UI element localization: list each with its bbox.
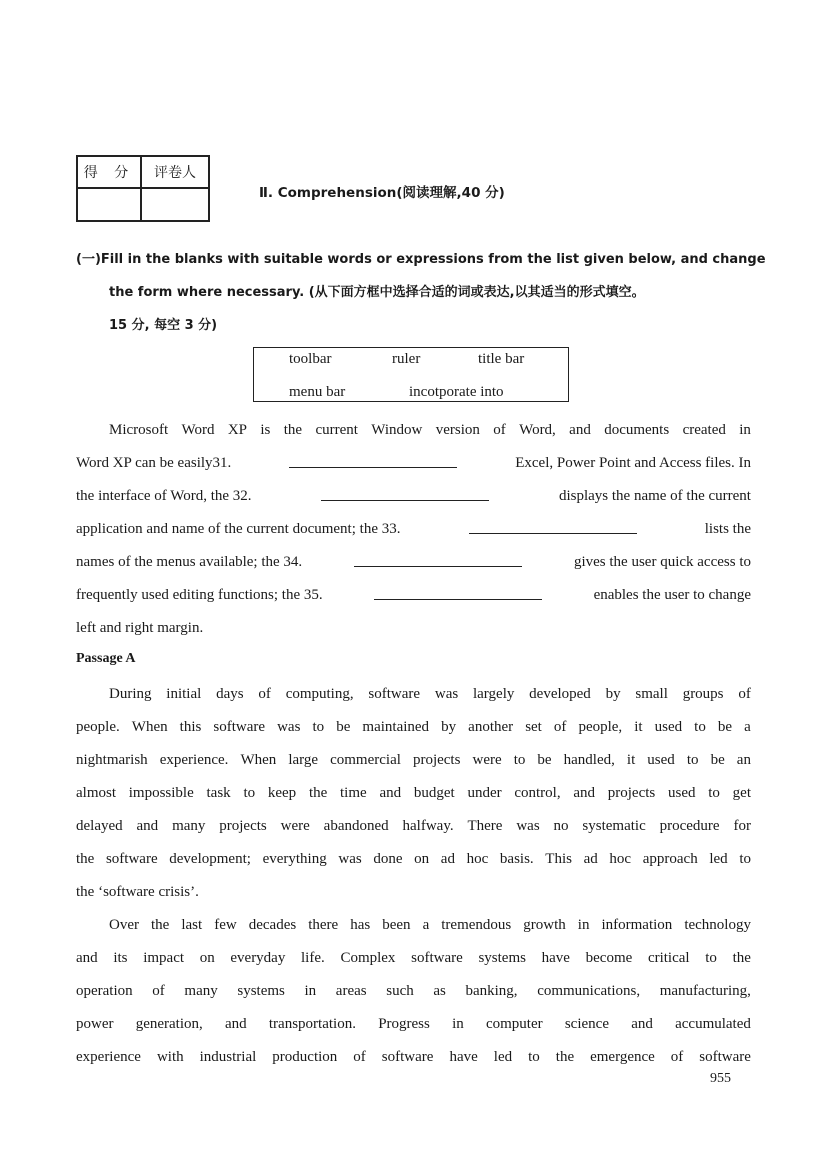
passage-line: nightmarish experience. When large commercial projects were to be handled, it used to be an [76,752,751,768]
word-toolbar: toolbar [289,351,332,367]
cloze-line-2: Word XP can be easily31. Excel, Power Point and Access files. In [76,455,751,471]
page-number: 955 [710,1071,731,1086]
cloze-line-1: Microsoft Word XP is the current Window version of Word, and documents created in [109,422,751,438]
passage-line: people. When this software was to be maintained by another set of people, it used to be a [76,719,751,735]
instruction-line-3: 15 分, 每空 3 分) [109,318,218,333]
word-title-bar: title bar [478,351,525,367]
word-incorporate-into: incotporate into [409,384,504,400]
word-menu-bar: menu bar [289,384,346,400]
score-table [76,155,210,222]
passage-line: experience with industrial production of software have led to the emergence of software [76,1049,751,1065]
instruction-line-1: (一)Fill in the blanks with suitable words or expressions from the list given below, and change [76,252,766,267]
passage-line: operation of many systems in areas such as banking, communications, manufacturing, [76,983,751,999]
cloze-line-5: names of the menus available; the 34. gives the user quick access to [76,554,751,570]
passage-line: delayed and many projects were abandoned halfway. There was no systematic procedure for [76,818,751,834]
passage-line: During initial days of computing, software was largely developed by small groups of [109,686,751,702]
cloze-line-7: left and right margin. [76,620,204,636]
answer-blank-32[interactable] [321,486,489,501]
grader-cell [141,188,209,221]
grader-label: 评卷人 [141,156,209,188]
passage-line: the software development; everything was done on ad hoc basis. This ad hoc approach led to [76,851,751,867]
passage-line: the ‘software crisis’. [76,884,199,900]
cloze-line-4: application and name of the current document; the 33. lists the [76,521,751,537]
passage-line: and its impact on everyday life. Complex software systems have become critical to the [76,950,751,966]
answer-blank-31[interactable] [289,453,457,468]
word-list-box [253,347,569,402]
cloze-line-6: frequently used editing functions; the 35. enables the user to change [76,587,751,603]
word-ruler: ruler [392,351,421,367]
passage-heading: Passage A [76,651,136,666]
answer-blank-35[interactable] [374,585,542,600]
passage-line: almost impossible task to keep the time and budget under control, and projects used to get [76,785,751,801]
answer-blank-33[interactable] [469,519,637,534]
passage-line: Over the last few decades there has been a tremendous growth in information technology [109,917,751,933]
score-label: 得 分 [77,156,141,188]
answer-blank-34[interactable] [354,552,522,567]
section-title: Ⅱ. Comprehension(阅读理解,40 分) [259,185,505,201]
passage-line: power generation, and transportation. Progress in computer science and accumulated [76,1016,751,1032]
score-cell [77,188,141,221]
cloze-line-3: the interface of Word, the 32. displays the name of the current [76,488,751,504]
instruction-line-2: the form where necessary. (从下面方框中选择合适的词或表达,以其适当的形式填空。 [109,285,645,300]
